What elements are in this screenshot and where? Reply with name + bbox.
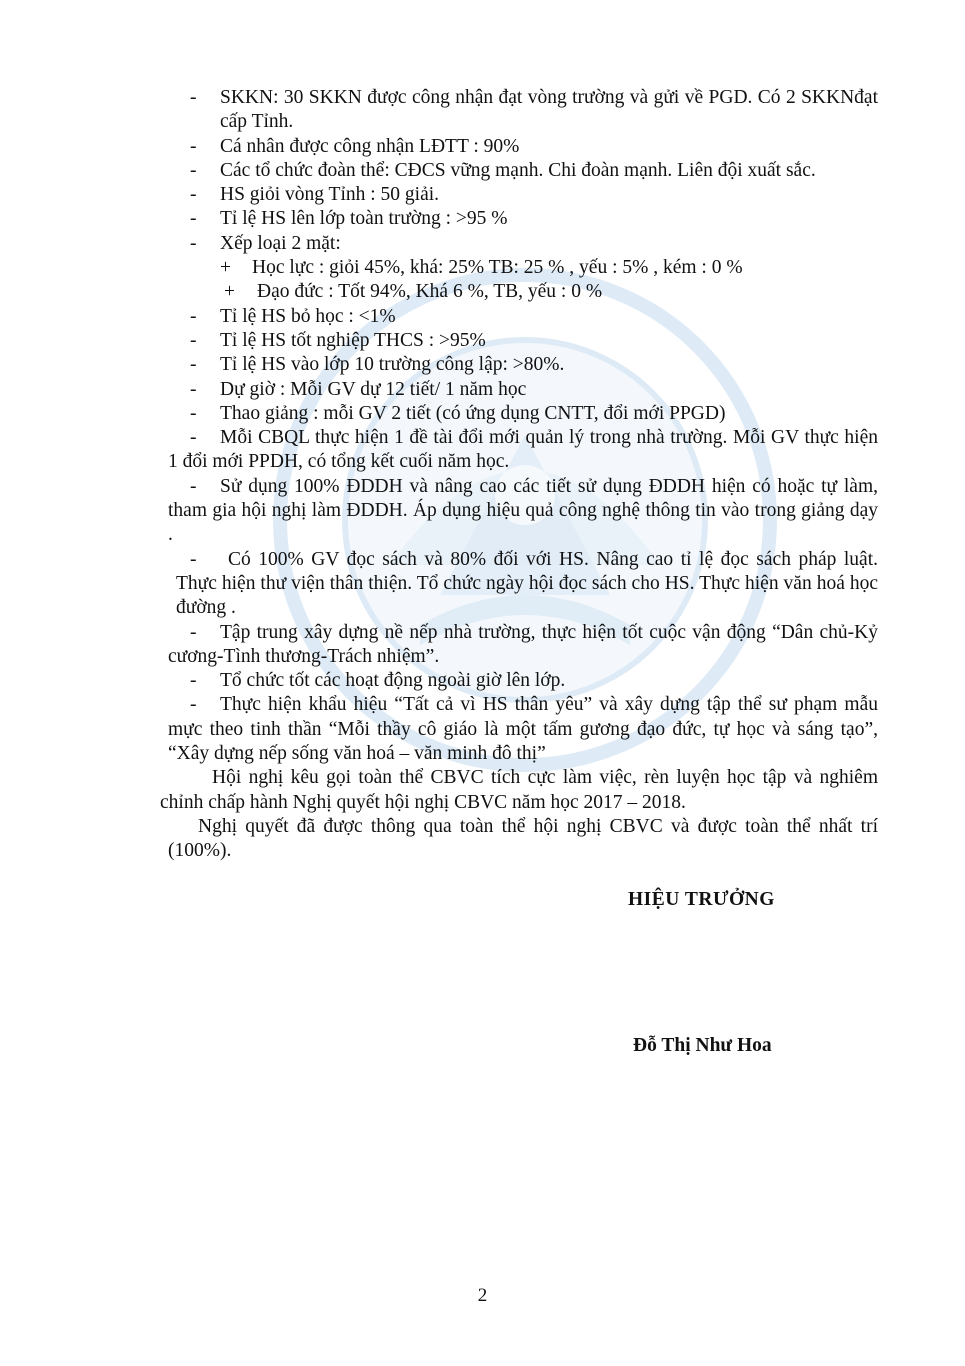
list-item: - Tổ chức tốt các hoạt động ngoài giờ lên lớp. [190, 670, 566, 692]
signature-name: Đỗ Thị Như Hoa [633, 1035, 772, 1056]
sub-list-item: + Học lực : giỏi 45%, khá: 25% TB: 25 % , yếu : 5% , kém : 0 % [220, 257, 743, 279]
list-item: - Sử dụng 100% ĐDDH và nâng cao các tiết sử dụng ĐDDH hiện có hoặc tự làm, tham gia hội nghị làm ĐDDH. Áp dụng hiệu quả công nghệ thông tin vào trong giảng dạy . [168, 475, 878, 546]
list-item: - Tỉ lệ HS lên lớp toàn trường : >95 % [190, 208, 508, 230]
list-item: - Thực hiện khẩu hiệu “Tất cả vì HS thân yêu” và xây dựng tập thể sư phạm mẫu mực theo tinh thần “Mỗi thầy cô giáo là một tấm gương đạo đức, tự học và sáng tạo”, “Xây dựng nếp sống văn hoá – văn minh đô thị” [168, 694, 878, 765]
list-item: - Tỉ lệ HS bỏ học : <1% [190, 305, 396, 327]
list-item: - Thao giảng : mỗi GV 2 tiết (có ứng dụng CNTT, đổi mới PPGD) [190, 402, 726, 424]
list-item: - Dự giờ : Mỗi GV dự 12 tiết/ 1 năm học [190, 378, 527, 400]
document-body [160, 86, 878, 864]
list-item: - HS giỏi vòng Tỉnh : 50 giải. [190, 184, 440, 206]
sub-list-item: + Đạo đức : Tốt 94%, Khá 6 %, TB, yếu : 0 % [224, 281, 603, 303]
list-item: - Xếp loại 2 mặt: [190, 232, 341, 254]
list-item: - Tỉ lệ HS tốt nghiệp THCS : >95% [190, 329, 486, 351]
closing-appeal: Hội nghị kêu gọi toàn thể CBVC tích cực làm việc, rèn luyện học tập và nghiêm chỉnh chấp hành Nghị quyết hội nghị CBVC năm học 2017 – 2018. [160, 767, 878, 813]
page-number: 2 [477, 1285, 488, 1306]
list-item: - Cá nhân được công nhận LĐTT : 90% [190, 135, 520, 157]
signature-title: HIỆU TRƯỞNG [628, 889, 775, 910]
list-item: - Tập trung xây dựng nề nếp nhà trường, thực hiện tốt cuộc vận động “Dân chủ-Kỷ cương-Tình thương-Trách nhiệm”. [168, 621, 878, 667]
list-item: - Mỗi CBQL thực hiện 1 đề tài đổi mới quản lý trong nhà trường. Mỗi GV thực hiện 1 đổi mới PPDH, có tổng kết cuối năm học. [168, 427, 878, 473]
list-item: - Có 100% GV đọc sách và 80% đối với HS. Nâng cao tỉ lệ đọc sách pháp luật. Thực hiện thư viện thân thiện. Tổ chức ngày hội đọc sách cho HS. Thực hiện văn hoá học đường . [176, 548, 878, 619]
list-item: - Tỉ lệ HS vào lớp 10 trường công lập: >80%. [190, 354, 565, 376]
list-item: - Các tổ chức đoàn thể: CĐCS vững mạnh. Chi đoàn mạnh. Liên đội xuất sắc. [190, 159, 816, 181]
closing-resolution: Nghị quyết đã được thông qua toàn thể hội nghị CBVC và được toàn thể nhất trí (100%). [168, 815, 878, 862]
list-item: - SKKN: 30 SKKN được công nhận đạt vòng trường và gửi về PGD. Có 2 SKKNđạt cấp Tỉnh. [190, 87, 878, 133]
